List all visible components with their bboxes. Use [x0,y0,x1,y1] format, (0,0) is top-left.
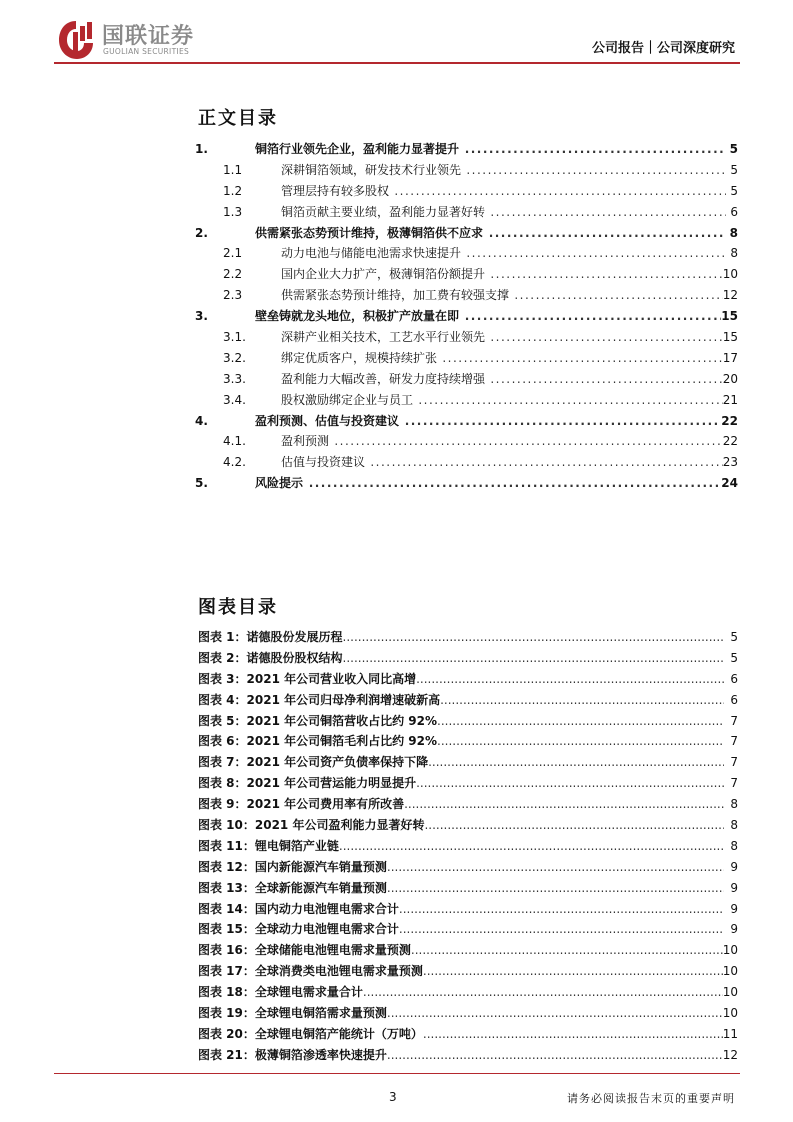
figure-entry-page: 7 [730,752,738,773]
toc-entry-number: 3.3. [223,371,246,386]
toc-entry-page: 10 [723,264,738,285]
toc-entry-number: 3.4. [223,392,246,407]
toc-entry-title: 绑定优质客户，规模持续扩张 ..... [281,348,726,369]
figure-entry-title: 图表 13：全球新能源汽车销量预测 ..... [198,878,724,899]
toc-entry-number: 2.2 [223,267,243,282]
figure-entry-page: 8 [730,815,738,836]
figure-entry-title: 图表 12：国内新能源汽车销量预测 ..... [198,857,724,878]
toc-entry[interactable] [195,369,738,390]
toc-entry[interactable] [195,431,738,452]
figure-entry-title: 图表 11：锂电铜箔产业链 ..... [198,836,724,857]
toc-entry[interactable] [195,160,738,181]
toc-entry-page: 20 [723,369,738,390]
figure-entry-page: 9 [730,899,738,920]
figure-entry[interactable] [195,690,738,711]
toc-entry-page: 15 [721,306,738,327]
figure-entry-page: 6 [730,690,738,711]
figure-entry-page: 7 [730,731,738,752]
toc-entry[interactable] [195,202,738,223]
toc-entry-page: 6 [730,202,738,223]
figure-entry[interactable] [195,899,738,920]
header-divider [54,62,740,64]
toc-entry-title: 风险提示 ..... [255,473,726,494]
toc-entry-number: 5. [195,476,208,491]
brand-logo [56,18,256,62]
figure-entry[interactable] [195,982,738,1003]
toc-entry-title: 供需紧张态势预计维持，加工费有较强支撑 ..... [281,285,726,306]
figure-entry-title: 图表 9：2021 年公司费用率有所改善 ..... [198,794,724,815]
toc-entry-title: 深耕产业相关技术，工艺水平行业领先 ..... [281,327,726,348]
figure-entry-page: 10 [723,961,738,982]
toc-entry[interactable] [195,327,738,348]
toc-entry-page: 5 [730,139,738,160]
figure-entry[interactable] [195,815,738,836]
figure-entry-title: 图表 17：全球消费类电池锂电需求量预测 ..... [198,961,724,982]
guolian-logo-icon [56,18,96,62]
figure-entry-page: 8 [730,836,738,857]
footer-disclaimer: 请务必阅读报告末页的重要声明 [567,1092,735,1105]
toc-entry-page: 8 [730,223,738,244]
toc-entry[interactable] [195,139,738,160]
figure-entry[interactable] [195,1045,738,1066]
figure-entry-page: 10 [723,982,738,1003]
figure-entry-title: 图表 19：全球锂电铜箔需求量预测 ..... [198,1003,724,1024]
figure-entry-page: 9 [730,857,738,878]
toc-entry-number: 1.2 [223,183,243,198]
toc-entry-title: 铜箔贡献主要业绩，盈利能力显著好转 ..... [281,202,726,223]
figure-entry-title: 图表 10：2021 年公司盈利能力显著好转 ..... [198,815,724,836]
toc-entry-page: 24 [721,473,738,494]
toc-entry-title: 深耕铜箔领域，研发技术行业领先 ..... [281,160,726,181]
figure-entry-title: 图表 14：国内动力电池锂电需求合计 ..... [198,899,724,920]
figure-entry-page: 9 [730,878,738,899]
toc-title: 正文目录 [198,108,278,129]
figure-entry-title: 图表 21：极薄铜箔渗透率快速提升 ..... [198,1045,724,1066]
toc-entry-page: 5 [730,181,738,202]
toc-entry-number: 2.3 [223,288,243,303]
figure-entry-page: 11 [723,1024,738,1045]
toc-entry[interactable] [195,411,738,432]
figure-entry[interactable] [195,919,738,940]
toc-entry-title: 铜箔行业领先企业，盈利能力显著提升 ..... [255,139,726,160]
figure-entry-title: 图表 1：诺德股份发展历程 ..... [198,627,724,648]
toc-entry-title: 盈利能力大幅改善，研发力度持续增强 ..... [281,369,726,390]
figure-entry-title: 图表 8：2021 年公司营运能力明显提升 ..... [198,773,724,794]
toc-entry-title: 股权激励绑定企业与员工 ..... [281,390,726,411]
figure-entry[interactable] [195,773,738,794]
page-number: 3 [389,1090,397,1104]
toc-entry[interactable] [195,243,738,264]
figure-entry[interactable] [195,752,738,773]
figure-entry-page: 6 [730,669,738,690]
figure-entry-title: 图表 5：2021 年公司铜箔营收占比约 92% ..... [198,711,724,732]
toc-entry[interactable] [195,452,738,473]
figure-entry[interactable] [195,731,738,752]
figure-entry-title: 图表 2：诺德股份股权结构 ..... [198,648,724,669]
toc-entry-number: 2.1 [223,246,243,261]
figure-entry-title: 图表 20：全球锂电铜箔产能统计（万吨） ..... [198,1024,724,1045]
toc-entry[interactable] [195,473,738,494]
report-type: 公司报告｜公司深度研究 [591,41,735,56]
figure-entry[interactable] [195,878,738,899]
figure-entry-page: 7 [730,711,738,732]
figure-entry-page: 5 [730,648,738,669]
figure-entry-title: 图表 15：全球动力电池锂电需求合计 ..... [198,919,724,940]
figure-entry[interactable] [195,961,738,982]
toc-entry-title: 壁垒铸就龙头地位，积极扩产放量在即 ..... [255,306,726,327]
figure-entry-page: 9 [730,919,738,940]
toc-list [195,139,738,494]
figure-entry-page: 8 [730,794,738,815]
figure-entry-title: 图表 18：全球锂电需求量合计 ..... [198,982,724,1003]
footer-divider [54,1073,740,1074]
toc-entry-page: 8 [730,243,738,264]
toc-entry-page: 17 [723,348,738,369]
toc-entry[interactable] [195,181,738,202]
toc-entry-title: 供需紧张态势预计维持，极薄铜箔供不应求 ..... [255,223,726,244]
toc-entry-page: 5 [730,160,738,181]
figure-entry-page: 10 [723,940,738,961]
toc-entry-title: 盈利预测 ..... [281,431,726,452]
toc-entry-page: 22 [723,431,738,452]
figure-entry-title: 图表 16：全球储能电池锂电需求量预测 ..... [198,940,724,961]
figure-entry[interactable] [195,794,738,815]
figure-entry[interactable] [195,711,738,732]
toc-entry[interactable] [195,285,738,306]
toc-entry-title: 管理层持有较多股权 ..... [281,181,726,202]
toc-entry-page: 23 [723,452,738,473]
figure-entry[interactable] [195,857,738,878]
figure-entry[interactable] [195,627,738,648]
toc-entry[interactable] [195,390,738,411]
toc-entry-title: 盈利预测、估值与投资建议 ..... [255,411,726,432]
toc-entry-number: 4. [195,413,208,428]
figure-entry[interactable] [195,836,738,857]
toc-entry-number: 4.1. [223,434,246,449]
toc-entry[interactable] [195,306,738,327]
toc-entry-number: 4.2. [223,455,246,470]
figure-entry-page: 10 [723,1003,738,1024]
toc-entry-number: 2. [195,225,208,240]
figure-entry-page: 5 [730,627,738,648]
figure-list-title: 图表目录 [198,597,278,618]
figure-entry[interactable] [195,1024,738,1045]
toc-entry-number: 1. [195,142,208,156]
figure-entry[interactable] [195,1003,738,1024]
figure-entry-page: 12 [723,1045,738,1066]
toc-entry[interactable] [195,264,738,285]
figure-entry[interactable] [195,940,738,961]
toc-entry-number: 1.3 [223,204,243,219]
toc-entry-page: 15 [723,327,738,348]
figure-entry[interactable] [195,669,738,690]
toc-entry-title: 动力电池与储能电池需求快速提升 ..... [281,243,726,264]
toc-entry[interactable] [195,223,738,244]
figure-entry-title: 图表 4：2021 年公司归母净利润增速破新高 ..... [198,690,724,711]
toc-entry[interactable] [195,348,738,369]
toc-entry-page: 12 [723,285,738,306]
figure-list [195,627,738,1066]
toc-entry-page: 21 [723,390,738,411]
figure-entry[interactable] [195,648,738,669]
page-header [0,0,793,70]
figure-entry-title: 图表 6：2021 年公司铜箔毛利占比约 92% ..... [198,731,724,752]
figure-entry-page: 7 [730,773,738,794]
brand-name-en: GUOLIAN SECURITIES [103,47,190,56]
brand-name-cn: 国联证券 [102,24,195,49]
toc-entry-page: 22 [721,411,738,432]
toc-entry-title: 估值与投资建议 ..... [281,452,726,473]
toc-entry-number: 1.1 [223,162,243,177]
figure-entry-title: 图表 7：2021 年公司资产负债率保持下降 ..... [198,752,724,773]
figure-entry-title: 图表 3：2021 年公司营业收入同比高增 ..... [198,669,724,690]
toc-entry-number: 3.2. [223,350,246,365]
toc-entry-number: 3. [195,309,208,324]
toc-entry-number: 3.1. [223,330,246,345]
toc-entry-title: 国内企业大力扩产，极薄铜箔份额提升 ..... [281,264,726,285]
